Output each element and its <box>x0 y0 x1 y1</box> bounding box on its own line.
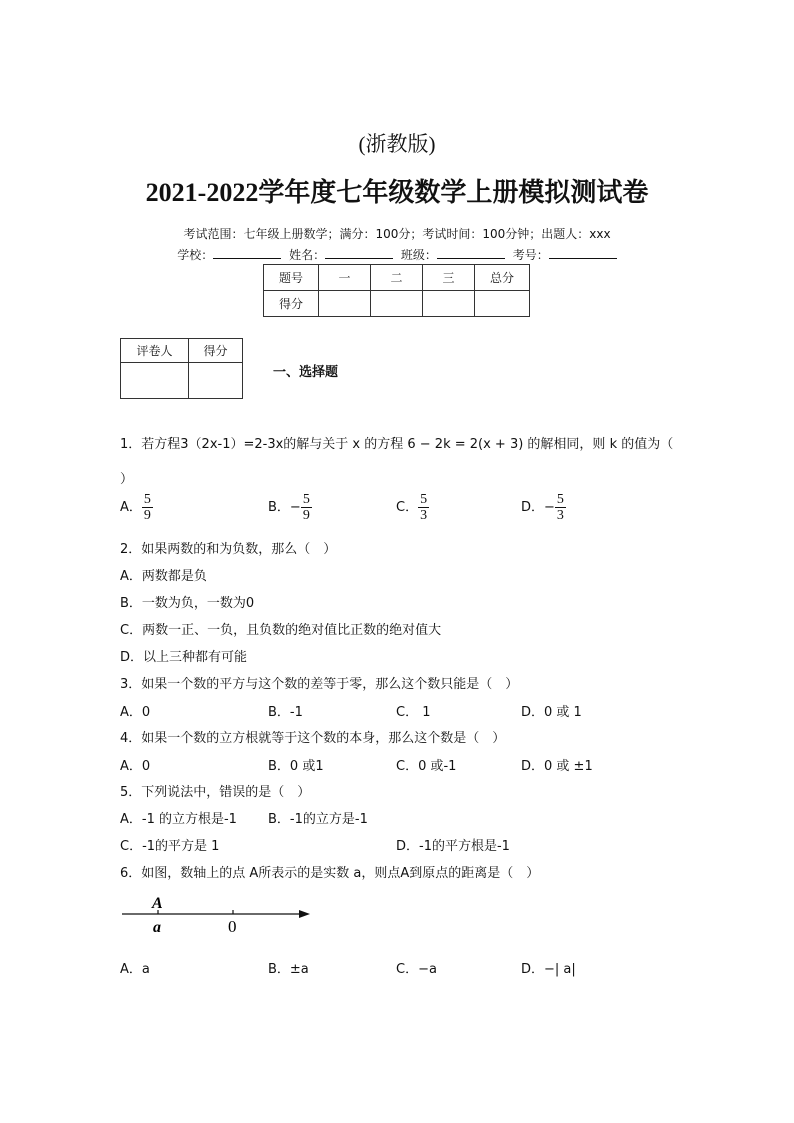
option-4a[interactable]: A．0 <box>120 759 151 774</box>
student-fields <box>0 246 794 263</box>
page-title: 2021-2022学年度七年级数学上册模拟测试卷 <box>145 178 649 207</box>
option-1c[interactable]: C． $\frac{5}{3}$ <box>396 492 428 523</box>
option-4c[interactable]: C．0 或-1 <box>396 759 457 774</box>
score-header-cell: 三 <box>423 265 475 291</box>
question-5-stem: 5．下列说法中，错误的是（ ） <box>120 785 311 800</box>
score-cell[interactable] <box>423 291 475 317</box>
score-header-cell: 题号 <box>264 265 319 291</box>
name-label: 姓名： <box>289 248 326 262</box>
option-4d[interactable]: D．0 或 ±1 <box>521 759 593 774</box>
question-4-stem: 4．如果一个数的立方根就等于这个数的本身，那么这个数是（ ） <box>120 731 506 746</box>
fraction: $\frac{5}{3}$ <box>556 492 564 523</box>
option-5a[interactable]: A．-1 的立方根是-1 <box>120 812 237 827</box>
option-6c[interactable]: C．−a <box>396 962 437 977</box>
grader-cell[interactable] <box>189 363 243 399</box>
option-2c[interactable]: C．两数一正、一负，且负数的绝对值比正数的绝对值大 <box>120 623 442 638</box>
option-6a[interactable]: A．a <box>120 962 150 977</box>
grader-header-cell: 得分 <box>189 339 243 363</box>
score-cell[interactable] <box>319 291 371 317</box>
class-blank[interactable] <box>437 258 505 259</box>
number-line-figure <box>118 890 318 938</box>
score-header-cell: 二 <box>371 265 423 291</box>
option-3c[interactable]: C． 1 <box>396 705 431 720</box>
school-blank[interactable] <box>213 258 281 259</box>
arrow-head-icon <box>299 910 310 918</box>
option-1b[interactable]: B．− $\frac{5}{9}$ <box>268 492 310 523</box>
section-title: 一、选择题 <box>273 365 339 380</box>
option-1a[interactable]: A． $\frac{5}{9}$ <box>120 492 151 523</box>
option-6b[interactable]: B．±a <box>268 962 309 977</box>
question-1-stem: 1．若方程3（2x-1）=2-3x的解与关于 x 的方程 6 − 2k = 2(x + 3) 的解相同，则 k 的值为（ <box>120 437 674 452</box>
variable-a-label: a <box>153 919 161 936</box>
option-5d[interactable]: D．-1的平方根是-1 <box>396 839 510 854</box>
option-6d[interactable]: D．−| a| <box>521 962 576 977</box>
origin-label: 0 <box>228 917 237 936</box>
exam-info: 考试范围：七年级上册数学；满分：100分；考试时间：100分钟；出题人：xxx <box>183 227 611 241</box>
score-header-cell: 总分 <box>475 265 530 291</box>
subtitle: (浙教版) <box>358 132 436 156</box>
option-3b[interactable]: B．-1 <box>268 705 303 720</box>
fraction: $\frac{5}{9}$ <box>143 492 151 523</box>
option-2d[interactable]: D．以上三种都有可能 <box>120 650 248 665</box>
option-3a[interactable]: A．0 <box>120 705 151 720</box>
question-6-stem: 6．如图，数轴上的点 A所表示的是实数 a，则点A到原点的距离是（ ） <box>120 866 540 881</box>
number-blank[interactable] <box>549 258 617 259</box>
number-label: 考号： <box>512 248 549 262</box>
option-4b[interactable]: B．0 或1 <box>268 759 324 774</box>
score-cell[interactable] <box>371 291 423 317</box>
option-1d[interactable]: D．− $\frac{5}{3}$ <box>521 492 564 523</box>
fraction: $\frac{5}{3}$ <box>420 492 428 523</box>
score-cell[interactable] <box>475 291 530 317</box>
class-label: 班级： <box>400 248 437 262</box>
grader-header-cell: 评卷人 <box>121 339 189 363</box>
question-2-stem: 2．如果两数的和为负数，那么（ ） <box>120 542 337 557</box>
fraction: $\frac{5}{9}$ <box>302 492 310 523</box>
option-3d[interactable]: D．0 或 1 <box>521 705 582 720</box>
option-2b[interactable]: B．一数为负，一数为0 <box>120 596 255 611</box>
question-1-stem-end: ） <box>120 472 134 487</box>
score-header-cell: 一 <box>319 265 371 291</box>
point-a-label: A <box>152 895 163 912</box>
score-table <box>263 264 530 317</box>
name-blank[interactable] <box>325 258 393 259</box>
question-3-stem: 3．如果一个数的平方与这个数的差等于零，那么这个数只能是（ ） <box>120 677 519 692</box>
school-label: 学校： <box>177 248 214 262</box>
option-5c[interactable]: C．-1的平方是 1 <box>120 839 220 854</box>
option-5b[interactable]: B．-1的立方是-1 <box>268 812 368 827</box>
option-2a[interactable]: A．两数都是负 <box>120 569 207 584</box>
grader-table <box>120 338 243 399</box>
score-row-label: 得分 <box>264 291 319 317</box>
grader-cell[interactable] <box>121 363 189 399</box>
